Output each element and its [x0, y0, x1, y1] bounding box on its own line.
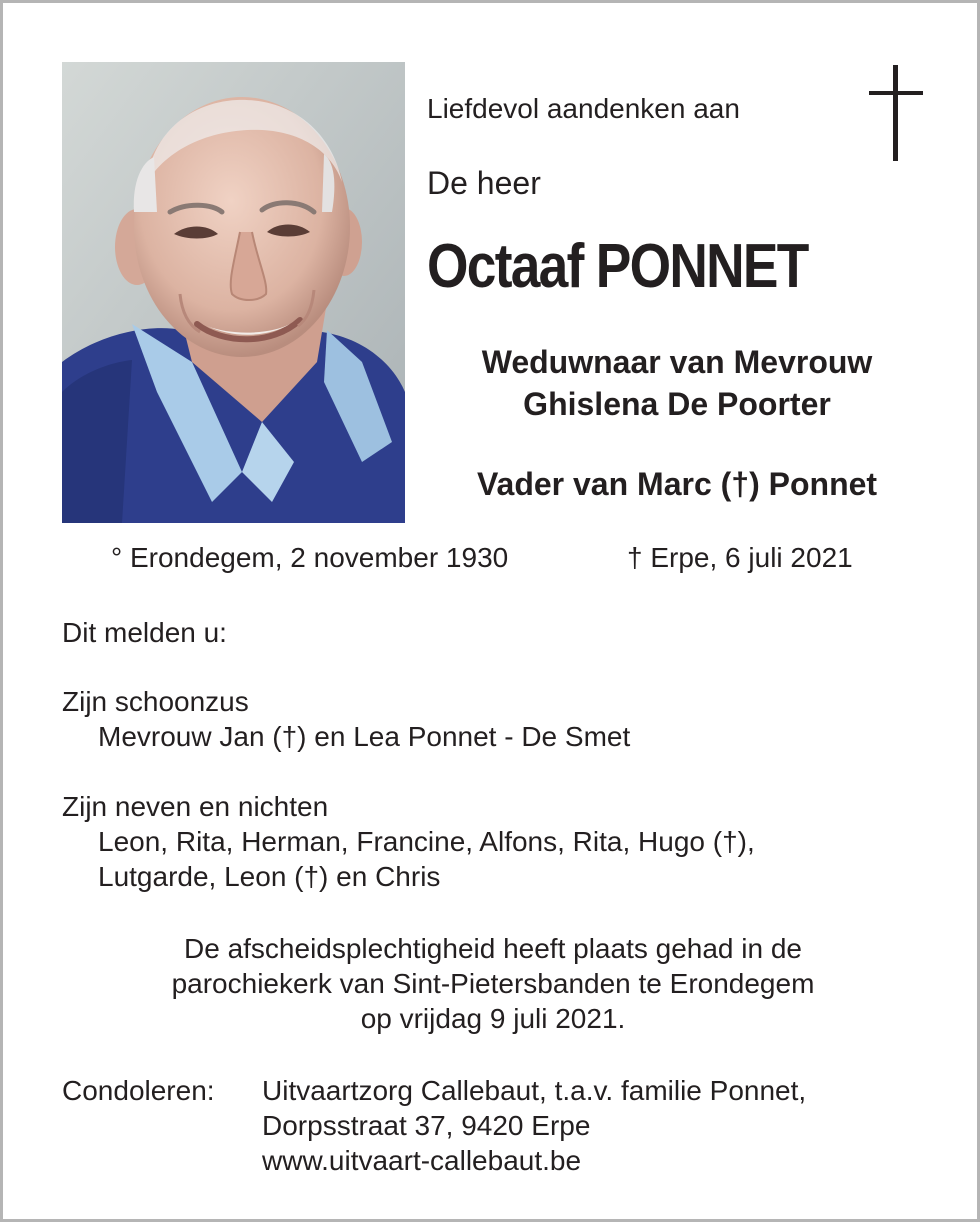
relatives-line: Lutgarde, Leon (†) en Chris: [98, 861, 441, 892]
widower-line-1: Weduwnaar van Mevrouw: [481, 344, 873, 380]
ceremony-line: De afscheidsplechtigheid heeft plaats gehad in de: [184, 933, 802, 964]
condolences-address: [262, 1073, 806, 1178]
portrait-photo: [62, 62, 405, 523]
announce-text: Dit melden u:: [62, 617, 227, 648]
deceased-name: Octaaf PONNET: [427, 232, 808, 301]
relatives-line: Mevrouw Jan (†) en Lea Ponnet - De Smet: [98, 721, 631, 752]
ceremony-line: op vrijdag 9 juli 2021.: [360, 1003, 626, 1034]
widower-line-2: Ghislena De Poorter: [523, 386, 831, 422]
ceremony-text: [62, 931, 924, 1036]
cross-icon: [865, 65, 927, 161]
condolences-website-link[interactable]: www.uitvaart-callebaut.be: [262, 1145, 582, 1176]
widower-of: [427, 341, 927, 425]
father-of: Vader van Marc (†) Ponnet: [476, 466, 878, 502]
death-date: † Erpe, 6 juli 2021: [627, 542, 853, 573]
intro-text: Liefdevol aandenken aan: [427, 93, 740, 124]
condolences-line: Uitvaartzorg Callebaut, t.a.v. familie Ponnet,: [262, 1075, 807, 1106]
relatives-line: Leon, Rita, Herman, Francine, Alfons, Rita, Hugo (†),: [98, 826, 755, 857]
relatives-heading: Zijn schoonzus: [62, 686, 249, 717]
condolences-label: Condoleren:: [62, 1075, 215, 1106]
relatives-heading: Zijn neven en nichten: [62, 791, 329, 822]
ceremony-line: parochiekerk van Sint-Pietersbanden te Erondegem: [171, 968, 815, 999]
relatives-group-nephews-nieces: [62, 789, 755, 894]
relatives-group-sister-in-law: [62, 684, 630, 754]
birth-date: ° Erondegem, 2 november 1930: [111, 542, 509, 573]
salutation: De heer: [427, 165, 541, 201]
condolences-line: Dorpsstraat 37, 9420 Erpe: [262, 1110, 591, 1141]
